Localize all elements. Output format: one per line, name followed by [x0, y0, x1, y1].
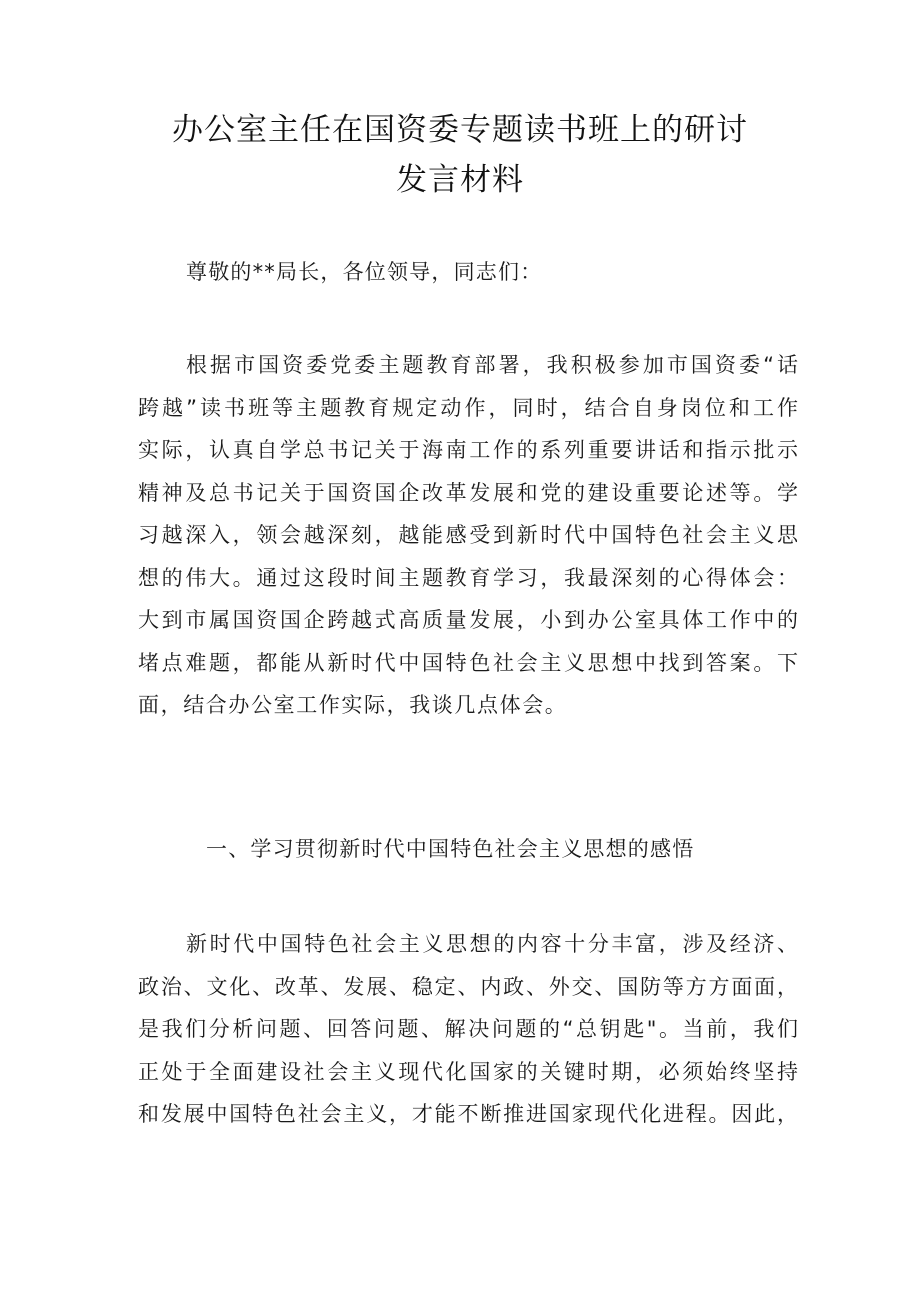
paragraph-line: 大到市属国资国企跨越式高质量发展，小到办公室具体工作中的	[138, 608, 798, 632]
paragraph-line: 精神及总书记关于国资国企改革发展和党的建设重要论述等。学	[138, 480, 798, 505]
paragraph-intro	[138, 344, 798, 727]
paragraph-line: 新时代中国特色社会主义思想的内容十分丰富，涉及经济、	[186, 932, 798, 956]
paragraph-line: 政治、文化、改革、发展、稳定、内政、外交、国防等方方面面，	[138, 974, 798, 999]
paragraph-line: 想的伟大。通过这段时间主题教育学习，我最深刻的心得体会：	[138, 565, 798, 590]
paragraph-line: 是我们分析问题、回答问题、解决问题的“总钥匙"。当前，我们	[138, 1017, 798, 1041]
paragraph-section-1	[138, 923, 798, 1136]
document-title-line-2: 发言材料	[396, 162, 524, 198]
paragraph-line: 根据市国资委党委主题教育部署，我积极参加市国资委“话	[186, 353, 798, 377]
section-heading-1: 一、学习贯彻新时代中国特色社会主义思想的感悟	[206, 837, 695, 861]
paragraph-line: 正处于全面建设社会主义现代化国家的关键时期，必须始终坚持	[138, 1059, 798, 1084]
paragraph-line: 面，结合办公室工作实际，我谈几点体会。	[138, 693, 568, 717]
paragraph-line: 跨越”读书班等主题教育规定动作，同时，结合自身岗位和工作	[138, 395, 798, 420]
paragraph-line: 实际，认真自学总书记关于海南工作的系列重要讲话和指示批示	[138, 438, 798, 462]
salutation: 尊敬的**局长，各位领导，同志们：	[186, 260, 543, 284]
document-title-line-1: 办公室主任在国资委专题读书班上的研讨	[172, 112, 748, 148]
paragraph-line: 和发展中国特色社会主义，才能不断推进国家现代化进程。因此，	[138, 1102, 798, 1126]
paragraph-line: 习越深入，领会越深刻，越能感受到新时代中国特色社会主义思	[138, 523, 798, 547]
paragraph-line: 堵点难题，都能从新时代中国特色社会主义思想中找到答案。下	[138, 650, 798, 675]
